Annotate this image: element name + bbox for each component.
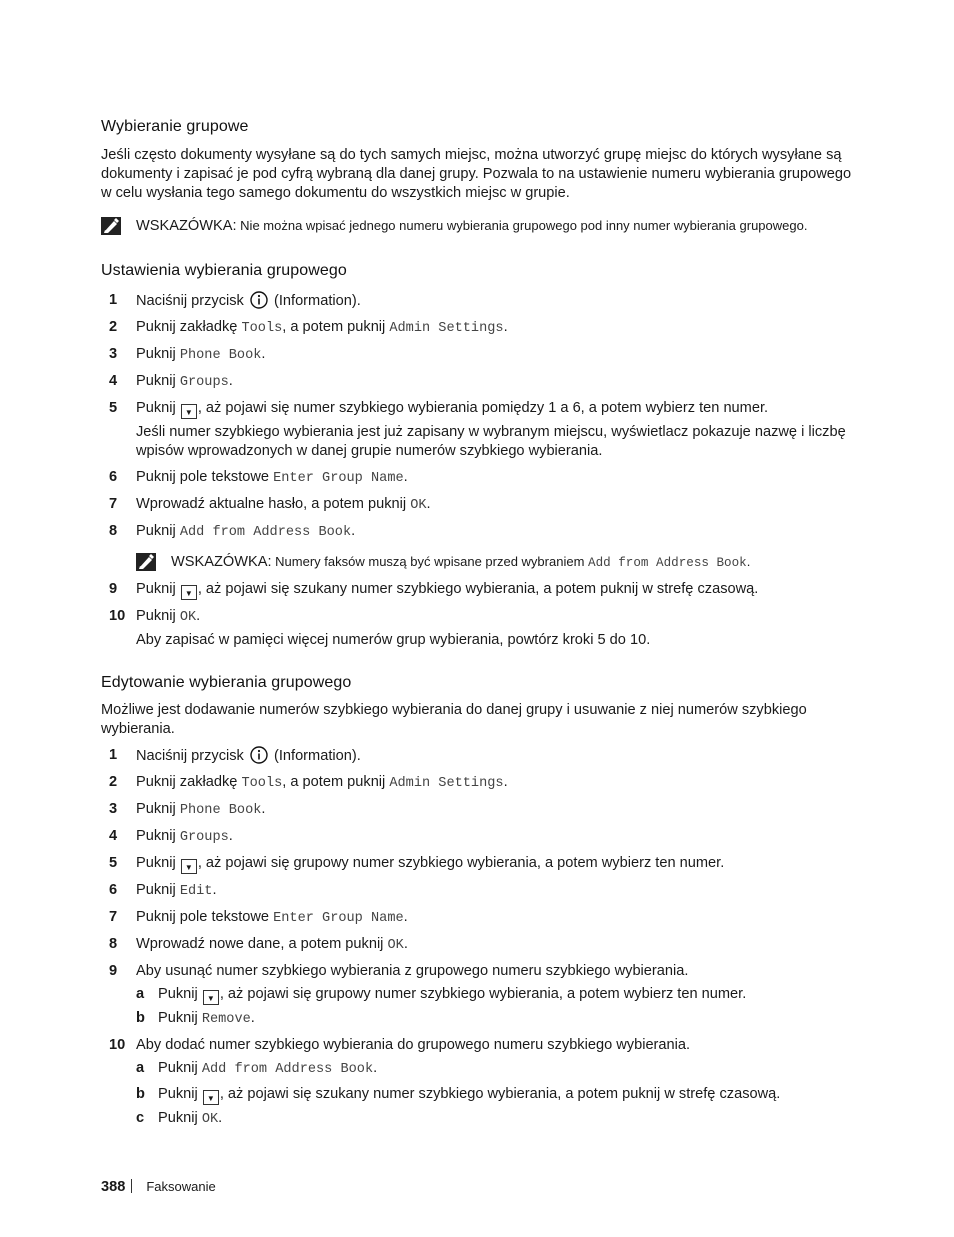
setup-steps	[101, 291, 853, 650]
list-item: 8 Wprowadź nowe dane, a potem puknij OK.	[109, 936, 408, 953]
info-icon	[250, 291, 268, 309]
list-item: 9 Puknij ▼ , aż pojawi się szukany numer szybkiego wybierania, a potem puknij w strefę czasową.	[109, 581, 759, 598]
heading-group-dial: Wybieranie grupowe	[101, 118, 249, 135]
list-item: 5 Puknij ▼ , aż pojawi się numer szybkiego wybierania pomiędzy 1 a 6, a potem wybierz ten numer. Jeśli numer szybkiego wybierania jest już zapisany w wybranym miejscu, wyświetlacz pokazuje nazwę i liczbę wpisów wprowadzonych w danej grupie numerów szybkiego wybierania.	[109, 400, 846, 459]
dropdown-arrow-icon: ▼	[203, 990, 219, 1005]
note-2: WSKAZÓWKA: Numery faksów muszą być wpisane przed wybraniem Add from Address Book.	[136, 553, 853, 572]
heading-edit: Edytowanie wybierania grupowego	[101, 674, 352, 691]
list-item: 4 Puknij Groups.	[109, 828, 233, 845]
list-item: 4 Puknij Groups.	[109, 373, 233, 390]
list-item: b Puknij ▼ , aż pojawi się szukany numer szybkiego wybierania, a potem puknij w strefę czasową.	[136, 1086, 781, 1103]
list-item: b Puknij Remove.	[136, 1010, 255, 1027]
list-item: 3 Puknij Phone Book.	[109, 346, 266, 363]
list-item: 1 Naciśnij przycisk (Information).	[109, 747, 361, 764]
edit-paragraph: Możliwe jest dodawanie numerów szybkiego wybierania do danej grupy i usuwanie z niej numerów szybkiego wybierania.	[101, 702, 807, 737]
dropdown-arrow-icon: ▼	[203, 1090, 219, 1105]
list-item: a Puknij ▼ , aż pojawi się grupowy numer szybkiego wybierania, a potem wybierz ten numer.	[136, 986, 747, 1003]
list-item: 2 Puknij zakładkę Tools, a potem puknij Admin Settings.	[109, 319, 508, 336]
edit-steps	[101, 746, 853, 1129]
list-item: 7 Wprowadź aktualne hasło, a potem puknij OK.	[109, 496, 431, 513]
note-label: WSKAZÓWKA:	[136, 218, 237, 234]
intro-paragraph: Jeśli często dokumenty wysyłane są do tych samych miejsc, można utworzyć grupę miejsc do których wysyłane są dokumenty i zapisać je pod cyfrą wybraną dla danej grupy. Pozwala to na ustawienie numeru wybierania grupowego w celu wysłania tego samego dokumentu do wszystkich miejsc w grupie.	[101, 147, 852, 201]
note-text: Nie można wpisać jednego numeru wybierania grupowego pod inny numer wybierania grupowego.	[240, 218, 808, 233]
list-item: 10 Aby dodać numer szybkiego wybierania do grupowego numeru szybkiego wybierania. a Puknij Add from Address Book. b Puknij ▼ , aż pojawi się szukany numer szybkiego wybierania, a potem puknij w strefę czasową. c Puknij OK.	[101, 1036, 853, 1129]
dropdown-arrow-icon: ▼	[181, 585, 197, 600]
page-number: 388	[101, 1179, 126, 1195]
list-item: 7 Puknij pole tekstowe Enter Group Name.	[109, 909, 408, 926]
section-name: Faksowanie	[146, 1179, 216, 1194]
footer-divider	[131, 1179, 132, 1193]
sub-steps	[136, 1059, 853, 1129]
note-1	[101, 217, 853, 235]
list-item: 6 Puknij Edit.	[109, 882, 217, 899]
note-label: WSKAZÓWKA:	[171, 554, 272, 570]
list-item: 3 Puknij Phone Book.	[109, 801, 266, 818]
info-icon	[250, 746, 268, 764]
list-item: c Puknij OK.	[136, 1110, 223, 1127]
list-item: 9 Aby usunąć numer szybkiego wybierania z grupowego numeru szybkiego wybierania. a Puknij ▼ , aż pojawi się grupowy numer szybkiego wybierania, a potem wybierz ten numer. b Puknij Remove.	[101, 962, 853, 1029]
note-pencil-icon	[136, 553, 156, 571]
page-footer	[101, 1179, 216, 1195]
document-page	[101, 118, 853, 1129]
heading-setup: Ustawienia wybierania grupowego	[101, 262, 347, 279]
note-pencil-icon	[101, 217, 121, 235]
dropdown-arrow-icon: ▼	[181, 859, 197, 874]
list-item: 1 Naciśnij przycisk (Information).	[109, 292, 361, 309]
list-item: a Puknij Add from Address Book.	[136, 1060, 378, 1077]
dropdown-arrow-icon: ▼	[181, 404, 197, 419]
list-item: 5 Puknij ▼ , aż pojawi się grupowy numer szybkiego wybierania, a potem wybierz ten numer.	[109, 855, 725, 872]
sub-steps	[136, 985, 853, 1029]
list-item: 6 Puknij pole tekstowe Enter Group Name.	[109, 469, 408, 486]
list-item: 10 Puknij OK. Aby zapisać w pamięci więcej numerów grup wybierania, powtórz kroki 5 do 10.	[109, 608, 651, 648]
list-item: 2 Puknij zakładkę Tools, a potem puknij Admin Settings.	[109, 774, 508, 791]
list-item: 8 Puknij Add from Address Book. WSKAZÓWKA: Numery faksów muszą być wpisane przed wybraniem Add from Address Book.	[101, 522, 853, 572]
